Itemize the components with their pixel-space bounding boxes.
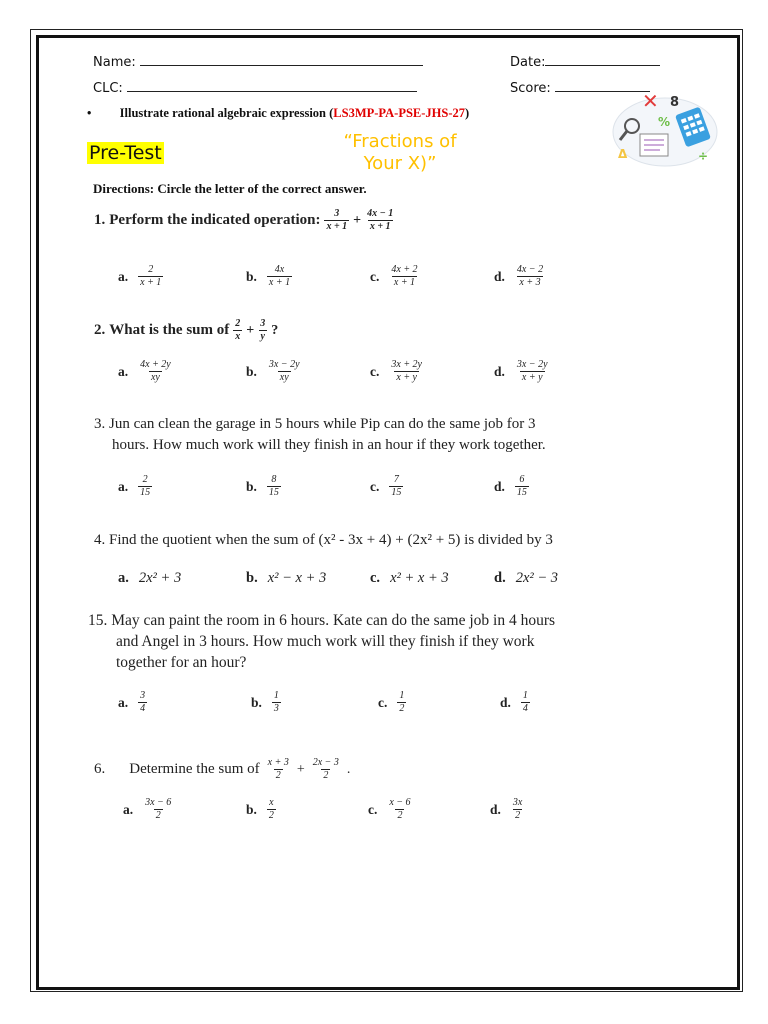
option-4c[interactable]: c. x² + x + 3 [370,570,449,586]
math-symbols-clipart-icon [610,90,720,168]
option-4d[interactable]: d. 2x² − 3 [494,570,559,586]
option-2a[interactable]: a. $\frac{4x + 2y}{xy}$ [118,359,171,383]
svg-text:÷: ÷ [698,149,709,163]
option-2c[interactable]: c. $\frac{3x + 2y}{x + y}$ [370,359,422,383]
question-number: 3. [94,416,106,432]
svg-text:%: % [658,115,671,129]
date-field[interactable] [510,53,660,70]
question-prompt: Determine the sum of [129,761,260,777]
svg-text:8: 8 [670,95,680,110]
fraction: $\frac{3}{y}$ [260,318,266,342]
question-prompt: Perform the indicated operation: [109,212,321,228]
clc-field[interactable] [93,79,417,96]
objective-bullet: • [87,106,92,120]
name-blank[interactable] [140,53,423,66]
option-5b[interactable]: b. $\frac{1}{3}$ [251,690,279,714]
option-3d[interactable]: d. $\frac{6}{15}$ [494,474,527,498]
question-4 [94,530,553,551]
subtitle-line-2: Your X)” [363,153,437,174]
option-1a[interactable]: a. $\frac{2}{x + 1}$ [118,264,162,288]
directions: Directions: Circle the letter of the correct answer. [93,181,367,196]
fraction: $\frac{x + 3}{2}$ [267,757,289,781]
question-prompt: What is the sum of [109,322,230,338]
question-text: Find the quotient when the sum of (x² - 3x + 4) + (2x² + 5) is divided by 3 [109,532,553,548]
question-number: 6. [94,761,106,777]
option-4a[interactable]: a. 2x² + 3 [118,570,182,586]
question-number: 2. [94,322,106,338]
date-blank[interactable] [545,53,660,66]
option-5a[interactable]: a. $\frac{3}{4}$ [118,690,146,714]
option-1c[interactable]: c. $\frac{4x + 2}{x + 1}$ [370,264,418,288]
svg-text:✕: ✕ [642,90,659,113]
subtitle [310,131,490,175]
question-5 [88,610,555,673]
pretest-label: Pre-Test [89,142,162,164]
clc-blank[interactable] [127,79,417,92]
page-border-inner [36,35,740,990]
question-2: 2. What is the sum of $\frac{2}{x}$ + $\frac{3}{y}$ ? [94,318,279,342]
option-4b[interactable]: b. x² − x + 3 [246,570,327,586]
objective-text: Illustrate rational algebraic expression ( [119,106,334,120]
name-label: Name: [93,55,136,70]
name-field[interactable] [93,53,423,70]
option-5d[interactable]: d. $\frac{1}{4}$ [500,690,528,714]
score-label: Score: [510,81,551,96]
option-3c[interactable]: c. $\frac{7}{15}$ [370,474,402,498]
fraction: $\frac{3}{x + 1}$ [326,208,348,232]
question-3 [94,414,546,456]
question-number: 15. [88,612,108,629]
option-3a[interactable]: a. $\frac{2}{15}$ [118,474,151,498]
question-line-2: and Angel in 3 hours. How much work will they finish if they work [116,633,535,650]
option-6b[interactable]: b. $\frac{x}{2}$ [246,797,274,821]
fraction: $\frac{4x - 1}{x + 1}$ [367,208,394,232]
fraction: $\frac{2x - 3}{2}$ [312,757,339,781]
objective-code: LS3MP-PA-PSE-JHS-27 [333,106,465,120]
question-line-1: May can paint the room in 6 hours. Kate can do the same job in 4 hours [111,612,556,629]
option-3b[interactable]: b. $\frac{8}{15}$ [246,474,279,498]
option-6d[interactable]: d. $\frac{3x}{2}$ [490,797,523,821]
objective [87,106,469,121]
option-5c[interactable]: c. $\frac{1}{2}$ [378,690,405,714]
svg-text:Δ: Δ [618,147,628,161]
question-1: 1. Perform the indicated operation: $\frac{3}{x + 1}$ + $\frac{4x - 1}{x + 1}$ [94,208,394,232]
question-line-1: Jun can clean the garage in 5 hours while Pip can do the same job for 3 [109,416,536,432]
option-2d[interactable]: d. $\frac{3x - 2y}{x + y}$ [494,359,548,383]
question-line-2: hours. How much work will they finish in an hour if they work together. [112,437,546,453]
clc-label: CLC: [93,81,123,96]
option-1b[interactable]: b. $\frac{4x}{x + 1}$ [246,264,291,288]
option-1d[interactable]: d. $\frac{4x - 2}{x + 3}$ [494,264,544,288]
question-6: 6. Determine the sum of $\frac{x + 3}{2}$ + $\frac{2x - 3}{2}$ . [94,757,351,781]
fraction: $\frac{2}{x}$ [235,318,241,342]
option-6c[interactable]: c. $\frac{x - 6}{2}$ [368,797,411,821]
question-number: 4. [94,532,106,548]
option-2b[interactable]: b. $\frac{3x - 2y}{xy}$ [246,359,300,383]
subtitle-line-1: “Fractions of [343,131,457,152]
question-number: 1. [94,212,106,228]
objective-close: ) [465,106,470,120]
option-6a[interactable]: a. $\frac{3x - 6}{2}$ [123,797,172,821]
date-label: Date: [510,55,546,70]
question-line-3: together for an hour? [116,654,247,671]
